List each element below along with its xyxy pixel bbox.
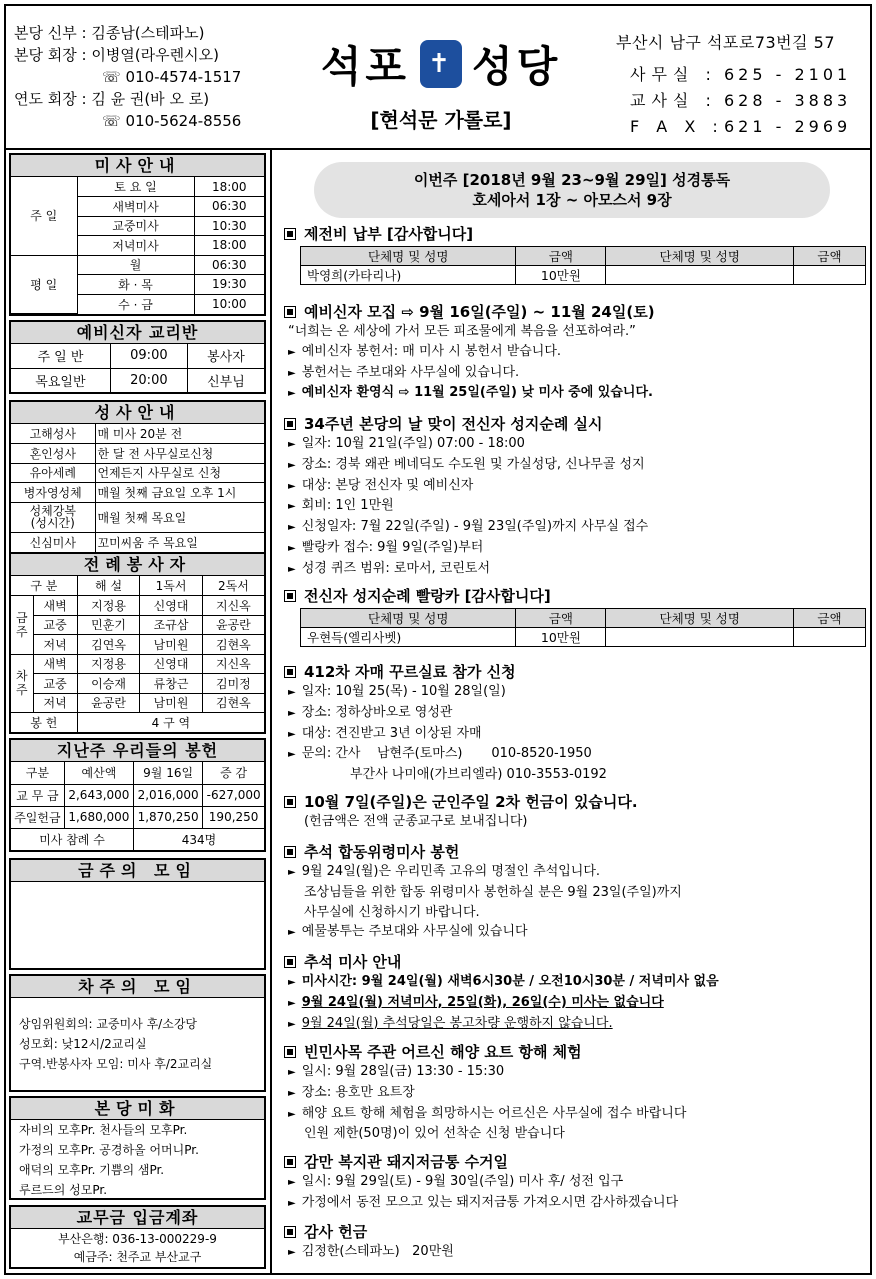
contact-teachers: 교사실 : 628 - 3883 — [630, 91, 852, 110]
bulletin-header — [4, 4, 872, 150]
offering-table: 구분 예산액 9월 16일 증 감 교 무 금 2,643,000 2,016,000 -627,000 주일헌금 1,680,000 1,870,250 190,250 미사 참례 수 434명 — [11, 762, 264, 850]
account-holder: 예금주: 천주교 부산교구 — [73, 1250, 202, 1264]
this-week-label: 금주 — [11, 596, 33, 655]
header-divider — [4, 148, 872, 150]
section-title: 빈민사목 주관 어르신 해양 요트 항해 체험 — [304, 1043, 582, 1061]
section-chuseok-memorial: 추석 합동위령미사 봉헌 ► 9월 24일(월)은 우리민족 고유의 명절인 추석입니다. 조상님들을 위한 합동 위령미사 봉헌하실 분은 9월 23일(주일)까지 사무실에 신청하시기 바랍니다. ► 예물봉투는 주보대와 사무실에 있습니다 — [284, 842, 866, 943]
title-left: 석포 — [320, 42, 410, 91]
square-bullet-icon — [284, 418, 296, 430]
arrow-icon: ► — [288, 542, 296, 554]
arrow-icon: ► — [288, 1018, 296, 1030]
section-pilgrimage-thanks — [284, 586, 866, 647]
square-bullet-icon — [284, 956, 296, 968]
pastor-line: 본당 신부 : 김종남(스테파노) — [14, 24, 205, 42]
servers-box — [9, 552, 266, 734]
quote: “너희는 온 세상에 가서 모든 피조물에게 복음을 선포하여라.” — [288, 324, 636, 339]
bible-reading-banner — [314, 162, 830, 218]
contact-office: 사무실 : 625 - 2101 — [630, 65, 852, 84]
arrow-icon: ► — [288, 1177, 296, 1188]
section-yacht-experience: 빈민사목 주관 어르신 해양 요트 항해 체험 ► 일시: 9월 28일(금) 13:30 - 15:30 ► 장소: 용호만 요트장 ► 해양 요트 항해 체험을 희망하시는 어르신은 사무실에 접수 바랍니다 인원 제한(50명)이 있어 선착순 신청 받습니다 — [284, 1042, 866, 1144]
section-title: 10월 7일(주일)은 군인주일 2차 헌금이 있습니다. — [304, 793, 638, 811]
servers-title: 전례봉사자 — [11, 554, 264, 576]
donor-table: 단체명 및 성명 금액 단체명 및 성명 금액 우현득(엘리사벳) 10만원 — [300, 608, 866, 647]
section-title: 감만 복지관 돼지저금통 수거일 — [304, 1153, 509, 1171]
address: 부산시 남구 석포로73번길 57 — [616, 33, 836, 52]
servers-table: 구 분 해 설 1독서 2독서 금주 새벽 지정용 신영대 지신옥 교중 민훈기 조규삼 윤공란 저녁 김연옥 남미원 김현옥 차주 새벽 지정용 신영대 지신옥 교중 이승재 류창근 김미정 저녁 윤공란 남미원 김현옥 봉 헌 4 구 역 — [11, 576, 264, 732]
arrow-icon: ► — [288, 346, 296, 358]
arrow-icon: ► — [288, 1108, 296, 1120]
square-bullet-icon — [284, 1156, 296, 1168]
contact-fax: F A X : 621 - 2969 — [630, 117, 852, 136]
square-bullet-icon — [284, 846, 296, 858]
list-item: 루르드의 성모Pr. — [19, 1183, 108, 1197]
section-title: 예비신자 모집 ⇨ 9월 16일(주일) ~ 11월 24일(토) — [304, 303, 655, 321]
catechumen-box — [9, 320, 266, 394]
section-offering-thanks — [284, 224, 866, 285]
arrow-icon: ► — [288, 977, 296, 988]
arrow-icon: ► — [288, 439, 296, 450]
section-chuseok-mass: 추석 미사 안내 ► 미사시간: 9월 24일(월) 새벽6시30분 / 오전10시30분 / 저녁미사 없음 ► 9월 24일(월) 저녁미사, 25일(화), 26일(수) 미사는 없습니다 ► 9월 24일(월) 추석당일은 봉고차량 운행하지 않습니다. — [284, 952, 866, 1034]
parish-contacts — [616, 30, 851, 140]
parish-logo-icon: ✝ — [420, 40, 462, 88]
arrow-icon: ► — [288, 522, 296, 534]
account-bank: 부산은행: 036-13-000229-9 — [58, 1232, 217, 1246]
mass-schedule-title: 미사안내 — [11, 155, 264, 177]
parish-staff — [14, 22, 241, 132]
arrow-icon: ► — [288, 728, 296, 740]
account-title: 교무금 입금계좌 — [11, 1207, 264, 1229]
arrow-icon: ► — [288, 480, 296, 492]
arrow-icon: ► — [288, 1087, 296, 1099]
section-pilgrimage: 34주년 본당의 날 맞이 전신자 성지순례 실시 ► 일자: 10월 21일(주일) 07:00 - 18:00 ► 장소: 경북 왜관 베네딕도 수도원 및 가실성당, 신나무골 성지 ► 대상: 본당 전신자 및 예비신자 ► 회비: 1인 1만원 ► 신청일자: 7월 22일(주일) - 9월 23일(주일)까지 사무실 접수 ► 빨랑카 접수: 9월 9일(주일)부터 ► 성경 퀴즈 범위: 로마서, 코린토서 — [284, 414, 866, 580]
arrow-icon: ► — [288, 997, 296, 1009]
beautification-title: 본당미화 — [11, 1098, 264, 1120]
account-box — [9, 1205, 266, 1269]
donor-table: 단체명 및 성명 금액 단체명 및 성명 금액 박영희(카타리나) 10만원 — [300, 246, 866, 285]
section-piggy-bank: 감만 복지관 돼지저금통 수거일 ► 일시: 9월 29일(토) - 9월 30일(주일) 미사 후/ 성전 입구 ► 가정에서 동전 모으고 있는 돼지저금통 가져오시면 감사하겠습니다 — [284, 1152, 866, 1214]
arrow-icon: ► — [288, 867, 296, 878]
arrow-icon: ► — [288, 687, 296, 698]
sacraments-table: 고해성사 매 미사 20분 전 혼인성사 한 달 전 사무실로신청 유아세례 언제든지 사무실로 신청 병자영성체 매월 첫째 금요일 오후 1시 성체강복 (성시간) 매월 첫째 목요일 신심미사 꼬미씨움 주 목요일 — [11, 424, 264, 552]
title-right: 성당 — [472, 42, 562, 91]
mass-schedule-table: 주 일 토 요 일 18:00 새벽미사 06:30 교중미사 10:30 저녁미사 18:00 평 일 월 06:30 화 · 목 19:30 수 · 금 10:00 — [11, 177, 264, 314]
beautification-box — [9, 1096, 266, 1200]
offering-title: 지난주 우리들의 봉헌 — [11, 740, 264, 762]
arrow-icon: ► — [288, 927, 296, 939]
sunday-label: 주 일 — [11, 177, 77, 255]
section-cursillo: 412차 자매 꾸르실료 참가 신청 ► 일자: 10월 25(목) - 10월 28일(일) ► 장소: 정하상바오로 영성관 ► 대상: 견진받고 3년 이상된 자매 ► 문의: 간사 남현주(토마스) 010-8520-1950 부간사 나미애(가브리엘라) 010-3553-0192 — [284, 662, 866, 785]
banner-line-1: 이번주 [2018년 9월 23~9월 29일] 성경통독 — [413, 171, 731, 189]
arrow-icon: ► — [288, 501, 296, 513]
president-line: 본당 회장 : 이병열(라우렌시오) — [14, 46, 219, 64]
section-title: 전신자 성지순례 빨랑카 [감사합니다] — [304, 587, 551, 605]
arrow-icon: ► — [288, 388, 296, 400]
arrow-icon: ► — [288, 459, 296, 471]
square-bullet-icon — [284, 1226, 296, 1238]
next-week-meetings-box — [9, 974, 266, 1092]
arrow-icon: ► — [288, 1247, 296, 1258]
arrow-icon: ► — [288, 1067, 296, 1078]
offering-box — [9, 738, 266, 852]
arrow-icon: ► — [288, 707, 296, 719]
this-week-meetings-box — [9, 858, 266, 970]
patron-subtitle: [현석문 가롤로] — [370, 108, 512, 132]
list-item: 상임위원회의: 교중미사 후/소강당 — [19, 1017, 198, 1031]
square-bullet-icon — [284, 306, 296, 318]
sacraments-box — [9, 400, 266, 554]
section-thanks-offering: 감사 헌금 ► 김정한(스테파노) 20만원 — [284, 1222, 866, 1263]
bulletin-title — [316, 34, 566, 133]
requiem-president-phone: ☏ 010-5624-8556 — [102, 112, 242, 130]
sacraments-title: 성사안내 — [11, 402, 264, 424]
list-item: 구역.반봉사자 모임: 미사 후/2교리실 — [19, 1057, 213, 1071]
arrow-icon: ► — [288, 1197, 296, 1209]
square-bullet-icon — [284, 1046, 296, 1058]
mass-schedule-box — [9, 153, 266, 316]
section-title: 제전비 납부 [감사합니다] — [304, 225, 474, 243]
this-week-meetings-title: 금주의 모임 — [11, 860, 264, 882]
square-bullet-icon — [284, 796, 296, 808]
requiem-president-line: 연도 회장 : 김 윤 권(바 오 로) — [14, 90, 210, 108]
list-item: 자비의 모후Pr. 천사들의 모후Pr. — [19, 1123, 188, 1137]
section-title: 412차 자매 꾸르실료 참가 신청 — [304, 663, 516, 681]
section-catechumen-recruit: 예비신자 모집 ⇨ 9월 16일(주일) ~ 11월 24일(토) “너희는 온 세상에 가서 모든 피조물에게 복음을 선포하여라.” ► 예비신자 봉헌서: 매 미사 시 봉헌서 받습니다. ► 봉헌서는 주보대와 사무실에 있습니다. ► 예비신자 환영식 ⇨ 11월 25일(주일) 낮 미사 중에 있습니다. — [284, 302, 866, 404]
section-title: 34주년 본당의 날 맞이 전신자 성지순례 실시 — [304, 415, 603, 433]
list-item: 성모회: 낮12시/2교리실 — [19, 1037, 147, 1051]
catechumen-title: 예비신자 교리반 — [11, 322, 264, 344]
catechumen-table: 주 일 반 09:00 봉사자 목요일반 20:00 신부님 — [11, 344, 264, 392]
next-week-meetings-title: 차주의 모임 — [11, 976, 264, 998]
square-bullet-icon — [284, 228, 296, 240]
section-title: 추석 미사 안내 — [304, 953, 402, 971]
arrow-icon: ► — [288, 749, 296, 761]
list-item: 애덕의 모후Pr. 기쁨의 샘Pr. — [19, 1163, 165, 1177]
square-bullet-icon — [284, 666, 296, 678]
square-bullet-icon — [284, 590, 296, 602]
section-military-sunday: 10월 7일(주일)은 군인주일 2차 헌금이 있습니다. (헌금액은 전액 군종교구로 보내집니다) — [284, 792, 866, 832]
column-divider — [270, 149, 272, 1275]
list-item: 가정의 모후Pr. 공경하올 어머니Pr. — [19, 1143, 199, 1157]
president-phone: ☏ 010-4574-1517 — [102, 68, 242, 86]
arrow-icon: ► — [288, 367, 296, 379]
arrow-icon: ► — [288, 563, 296, 575]
section-title: 추석 합동위령미사 봉헌 — [304, 843, 460, 861]
next-week-label: 차주 — [11, 654, 33, 713]
section-title: 감사 헌금 — [304, 1223, 368, 1241]
banner-line-2: 호세아서 1장 ~ 아모스서 9장 — [472, 191, 672, 209]
weekday-label: 평 일 — [11, 255, 77, 314]
